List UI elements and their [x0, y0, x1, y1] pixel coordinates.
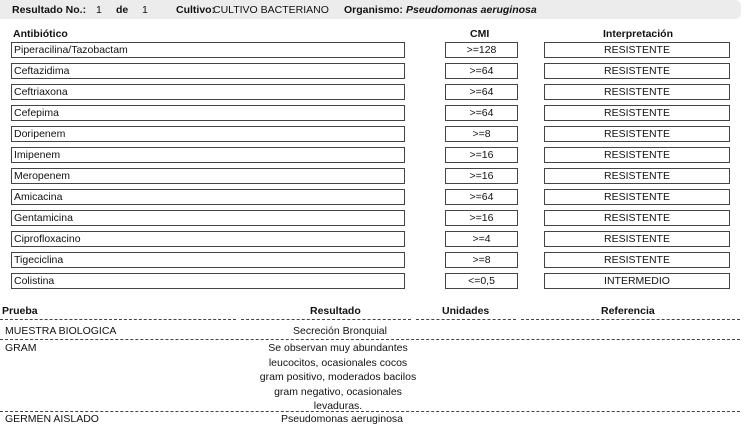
interpretation-value: RESISTENTE: [544, 126, 730, 142]
antibiotic-name: Ceftazidima: [11, 63, 405, 79]
antibiotic-column-header: Antibiótico: [13, 28, 68, 40]
reference-column-header: Referencia: [601, 305, 655, 317]
antibiotic-name: Meropenem: [11, 168, 405, 184]
cmi-value: >=16: [445, 210, 518, 226]
interpretation-value: RESISTENTE: [544, 105, 730, 121]
antibiotic-name: Colistina: [11, 273, 405, 289]
interpretation-value: RESISTENTE: [544, 189, 730, 205]
antibiotic-name: Doripenem: [11, 126, 405, 142]
interpretation-value: RESISTENTE: [544, 147, 730, 163]
interpretation-value: RESISTENTE: [544, 168, 730, 184]
cmi-value: >=8: [445, 252, 518, 268]
cmi-value: >=64: [445, 105, 518, 121]
antibiotic-name: Piperacilina/Tazobactam: [11, 42, 405, 58]
divider: [416, 319, 516, 320]
organism-value: Pseudomonas aeruginosa: [406, 4, 537, 16]
test-result: Secreción Bronquial: [293, 325, 387, 337]
result-column-header: Resultado: [310, 305, 361, 317]
result-number-label: Resultado No.:: [12, 4, 87, 16]
antibiotic-name: Amicacina: [11, 189, 405, 205]
gram-result-line: levaduras.: [313, 400, 363, 412]
divider: [0, 319, 236, 320]
gram-result-line: gram negativo, ocasionales: [274, 385, 402, 398]
result-of-label: de: [116, 4, 129, 16]
interpretation-value: RESISTENTE: [544, 252, 730, 268]
cmi-value: >=16: [445, 147, 518, 163]
cmi-value: >=16: [445, 168, 518, 184]
gram-result-line: gram positivo, moderados bacilos: [259, 371, 417, 383]
gram-result-line: leucocitos, ocasionales cocos: [268, 356, 408, 369]
row-divider: [0, 339, 740, 340]
gram-result: [253, 341, 423, 414]
interpretation-value: RESISTENTE: [544, 42, 730, 58]
interpretation-value: INTERMEDIO: [544, 273, 730, 289]
interpretation-value: RESISTENTE: [544, 210, 730, 226]
cmi-value: >=64: [445, 63, 518, 79]
units-column-header: Unidades: [442, 305, 490, 317]
test-name: GRAM: [5, 342, 37, 354]
result-total-value: 1: [142, 4, 148, 16]
divider: [521, 319, 740, 320]
interpretation-value: RESISTENTE: [544, 84, 730, 100]
test-name: MUESTRA BIOLOGICA: [5, 325, 117, 337]
antibiotic-name: Imipenem: [11, 147, 405, 163]
cmi-value: <=0,5: [445, 273, 518, 289]
test-name: GERMEN AISLADO: [5, 413, 99, 425]
organism-label: Organismo:: [344, 4, 403, 16]
antibiotic-name: Tigeciclina: [11, 252, 405, 268]
cmi-value: >=4: [445, 231, 518, 247]
gram-result-line: Se observan muy abundantes: [268, 342, 408, 354]
cmi-value: >=64: [445, 84, 518, 100]
row-divider: [0, 411, 740, 412]
antibiotic-name: Gentamicina: [11, 210, 405, 226]
divider: [241, 319, 411, 320]
cmi-value: >=128: [445, 42, 518, 58]
cmi-value: >=64: [445, 189, 518, 205]
antibiotic-name: Ceftriaxona: [11, 84, 405, 100]
test-result: Pseudomonas aeruginosa: [281, 413, 404, 425]
interpretation-column-header: Interpretación: [603, 28, 674, 40]
test-column-header: Prueba: [2, 305, 38, 317]
interpretation-value: RESISTENTE: [544, 231, 730, 247]
culture-value: CULTIVO BACTERIANO: [213, 4, 329, 16]
culture-label: Cultivo:: [176, 4, 216, 16]
cmi-column-header: CMI: [470, 28, 490, 40]
cmi-value: >=8: [445, 126, 518, 142]
antibiotic-name: Ciprofloxacino: [11, 231, 405, 247]
result-number-value: 1: [96, 4, 102, 16]
antibiotic-name: Cefepima: [11, 105, 405, 121]
interpretation-value: RESISTENTE: [544, 63, 730, 79]
